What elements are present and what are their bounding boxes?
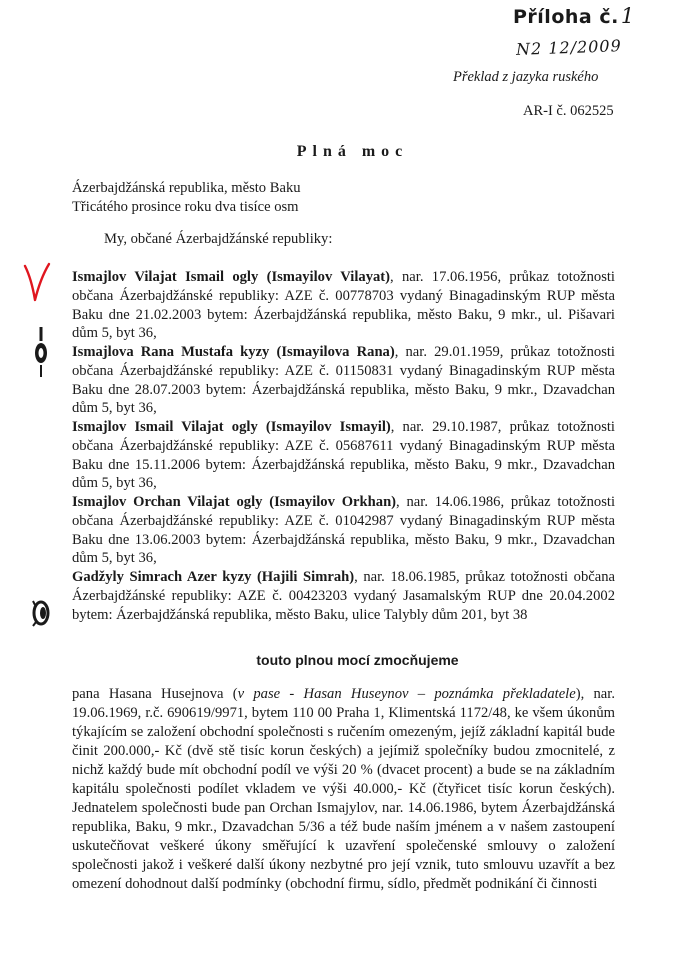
annex-label bbox=[513, 4, 678, 28]
intro-line: My, občané Ázerbajdžánské republiky: bbox=[104, 231, 333, 247]
handwritten-reference: N2 12/2009 bbox=[515, 36, 623, 59]
place-line: Ázerbajdžánská republika, město Baku bbox=[72, 180, 301, 196]
document-title: Plná moc bbox=[296, 143, 409, 160]
grantor-details: , nar. 29.01.1959, průkaz totožnosti občana Ázerbajdžánské republiky: AZE č. 01150831 vydaný Binagadinským RUP města Baku dne 28.07.2003 bytem: Ázerbajdžánská republika, město Baku, 9 mkr., Dzavadchan dům 5, byt 36, bbox=[72, 344, 615, 417]
grantor-details: , nar. 29.10.1987, průkaz totožnosti občana Ázerbajdžánské republiky: AZE č. 05687611 vydaný Binagadinským RUP města Baku dne 15.11.2006 bytem: Ázerbajdžánská republika, město Baku, 9 mkr., Dzavadchan dům 5, byt 36, bbox=[72, 419, 615, 492]
grantor-name: Ismajlova Rana Mustafa kyzy (Ismayilova Rana) bbox=[72, 344, 395, 360]
grantor-name: Ismajlov Vilajat Ismail ogly (Ismayilov Vilayat) bbox=[72, 269, 391, 285]
grantor-paragraph bbox=[72, 418, 615, 493]
authorization-paragraph bbox=[72, 685, 615, 894]
grantor-paragraph bbox=[72, 343, 615, 418]
grantor-details: , nar. 17.06.1956, průkaz totožnosti občana Ázerbajdžánské republiky: AZE č. 00778703 vydaný Binagadinským RUP města Baku dne 21.02.2003 bytem: Ázerbajdžánská republika, město Baku, 9 mkr., ul. Pišavari dům 5, byt 36, bbox=[72, 269, 615, 342]
powers-heading: touto plnou mocí zmocňujeme bbox=[256, 652, 459, 668]
annex-number: 1 bbox=[620, 4, 635, 28]
annex-text: Příloha č. bbox=[513, 6, 619, 28]
grantor-paragraph bbox=[72, 568, 615, 624]
grantor-name: Ismajlov Orchan Vilajat ogly (Ismayilov Orkhan) bbox=[72, 494, 397, 510]
date-line: Třicátého prosince roku dva tisíce osm bbox=[72, 199, 299, 215]
authorization-text: ), nar. 19.06.1969, r.č. 690619/9971, bytem 110 00 Praha 1, Klimentská 1172/48, ke všem úkonům týkajícím se založení obchodní společnosti s ručením omezeným, jejíž základní kapitál bude činit 200.000,- Kč (dvě stě tisíc korun českých) a jejímiž společníky budou zmocnitelé, z nichž každý bude mít obchodní podíl ve výši 20 % (dvacet procent) a bude se na základním kapitálu společnosti podílet vkladem ve výši 40.000,- Kč (čtyřicet tisíc korun českých). Jednatelem společnosti bude pan Orchan Ismajylov, nar. 14.06.1986, bytem Ázerbajdžánská republika, Baku, 9 mkr., Dzavadchan 5/36 a též bude naším jménem a v našem zastoupení uskutečňovat veškeré úkony směřující k uzavření společenské smlouvy o založení společnosti jakož i veškeré další úkony nezbytné pro její vznik, tuto smlouvu uzavřít a bez omezení dohodnout další podmínky (obchodní firmu, sídlo, předmět podnikání či činnosti bbox=[72, 686, 615, 892]
translation-note: Překlad z jazyka ruského bbox=[453, 69, 599, 85]
grantor-paragraph bbox=[72, 493, 615, 568]
grantor-paragraph bbox=[72, 268, 615, 343]
grantor-name: Ismajlov Ismail Vilajat ogly (Ismayilov Ismayil) bbox=[72, 419, 391, 435]
translator-note: v pase - Hasan Huseynov – poznámka překladatele bbox=[237, 686, 576, 702]
grantor-details: , nar. 14.06.1986, průkaz totožnosti občana Ázerbajdžánské republiky: AZE č. 01042987 vydaný Binagadinským RUP města Baku dne 13.06.2003 bytem: Ázerbajdžánská republika, město Baku, 9 mkr., Dzavadchan dům 5, byt 36, bbox=[72, 494, 615, 567]
grantor-name: Gadžyly Simrach Azer kyzy (Hajili Simrah) bbox=[72, 569, 355, 585]
authorization-lead: pana Hasana Husejnova ( bbox=[72, 686, 238, 702]
binding-hole-icon bbox=[30, 325, 52, 379]
check-mark-icon bbox=[22, 262, 52, 304]
document-number: AR-I č. 062525 bbox=[523, 103, 614, 119]
grantor-details: , nar. 18.06.1985, průkaz totožnosti občana Ázerbajdžánské republiky: AZE č. 00423203 vydaný Jasamalským RUP dne 20.04.2002 bytem: Ázerbajdžánská republika, město Baku, ulice Talybly dům 201, byt 38 bbox=[72, 569, 615, 623]
binding-hole-icon bbox=[30, 593, 52, 633]
